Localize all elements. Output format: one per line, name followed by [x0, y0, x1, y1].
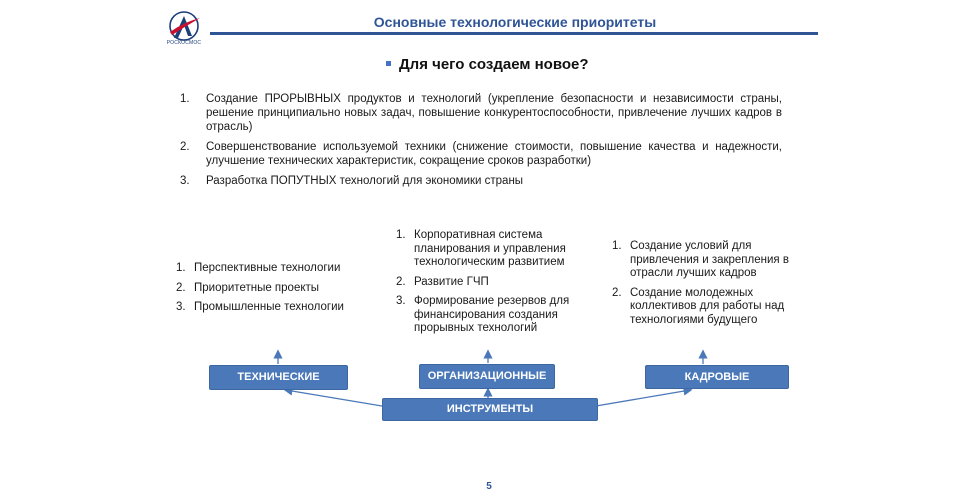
list-item	[612, 240, 812, 281]
list-item	[180, 140, 782, 168]
list-item-text: Корпоративная система планирования и управления технологическим развитием	[414, 229, 566, 268]
organizational-tools-list	[396, 229, 606, 342]
list-item-text: Совершенствование используемой техники (снижение стоимости, повышение качества и надежности, улучшение технических характеристик, сокращение сроков разработки)	[206, 141, 782, 167]
technical-tools-list	[176, 262, 376, 321]
list-item-text: Развитие ГЧП	[414, 275, 489, 288]
list-item-number: 3.	[176, 301, 186, 313]
list-item-text: Приоритетные проекты	[194, 281, 320, 294]
personnel-box: КАДРОВЫЕ	[645, 365, 789, 389]
tools-box: ИНСТРУМЕНТЫ	[382, 398, 598, 421]
subtitle-text: Для чего создаем новое?	[399, 56, 589, 73]
list-item	[180, 92, 782, 134]
list-item-number: 1.	[612, 240, 622, 252]
list-item-text: Создание условий для привлечения и закрепления в отрасли лучших кадров	[630, 240, 789, 279]
list-item-text: Создание молодежных коллективов для работы над технологиями будущего	[630, 286, 785, 326]
personnel-tools-list	[612, 240, 812, 333]
list-item	[176, 301, 376, 315]
list-item	[176, 282, 376, 296]
list-item-number: 1.	[176, 262, 186, 274]
list-item-number: 2.	[176, 281, 186, 294]
organizational-box: ОРГАНИЗАЦИОННЫЕ	[419, 364, 555, 389]
arrow-tools-to-personnel-icon	[596, 390, 690, 406]
list-item-number: 2.	[180, 141, 190, 153]
list-item-number: 2.	[396, 275, 406, 288]
list-item	[396, 276, 606, 290]
title-divider	[210, 32, 818, 35]
square-bullet-icon	[386, 61, 391, 66]
list-item	[180, 174, 782, 188]
page-title: Основные технологические приоритеты	[373, 14, 657, 30]
arrow-tools-to-technical-icon	[286, 390, 382, 406]
list-item-text: Формирование резервов для финансирования создания прорывных технологий	[414, 295, 570, 334]
list-item	[396, 229, 606, 270]
subtitle	[386, 56, 589, 73]
list-item	[176, 262, 376, 276]
main-goals-list	[180, 92, 782, 194]
list-item-number: 2.	[612, 286, 622, 299]
logo-caption: РОСКОСМОС	[166, 40, 202, 46]
technical-box: ТЕХНИЧЕСКИЕ	[209, 365, 348, 390]
page-number: 5	[486, 481, 492, 492]
list-item	[612, 287, 812, 328]
list-item	[396, 295, 606, 336]
list-item-text: Перспективные технологии	[194, 262, 341, 274]
list-item-text: Разработка ПОПУТНЫХ технологий для экономики страны	[206, 175, 524, 187]
list-item-text: Создание ПРОРЫВНЫХ продуктов и технологий (укрепление безопасности и независимости страны, решение принципиально новых задач, повышение конкурентоспособности, привлечение лучших кадров в отрасль)	[206, 93, 782, 133]
list-item-number: 1.	[180, 93, 190, 105]
list-item-number: 3.	[180, 175, 190, 187]
list-item-text: Промышленные технологии	[194, 301, 344, 313]
list-item-number: 1.	[396, 229, 406, 241]
list-item-number: 3.	[396, 295, 406, 307]
